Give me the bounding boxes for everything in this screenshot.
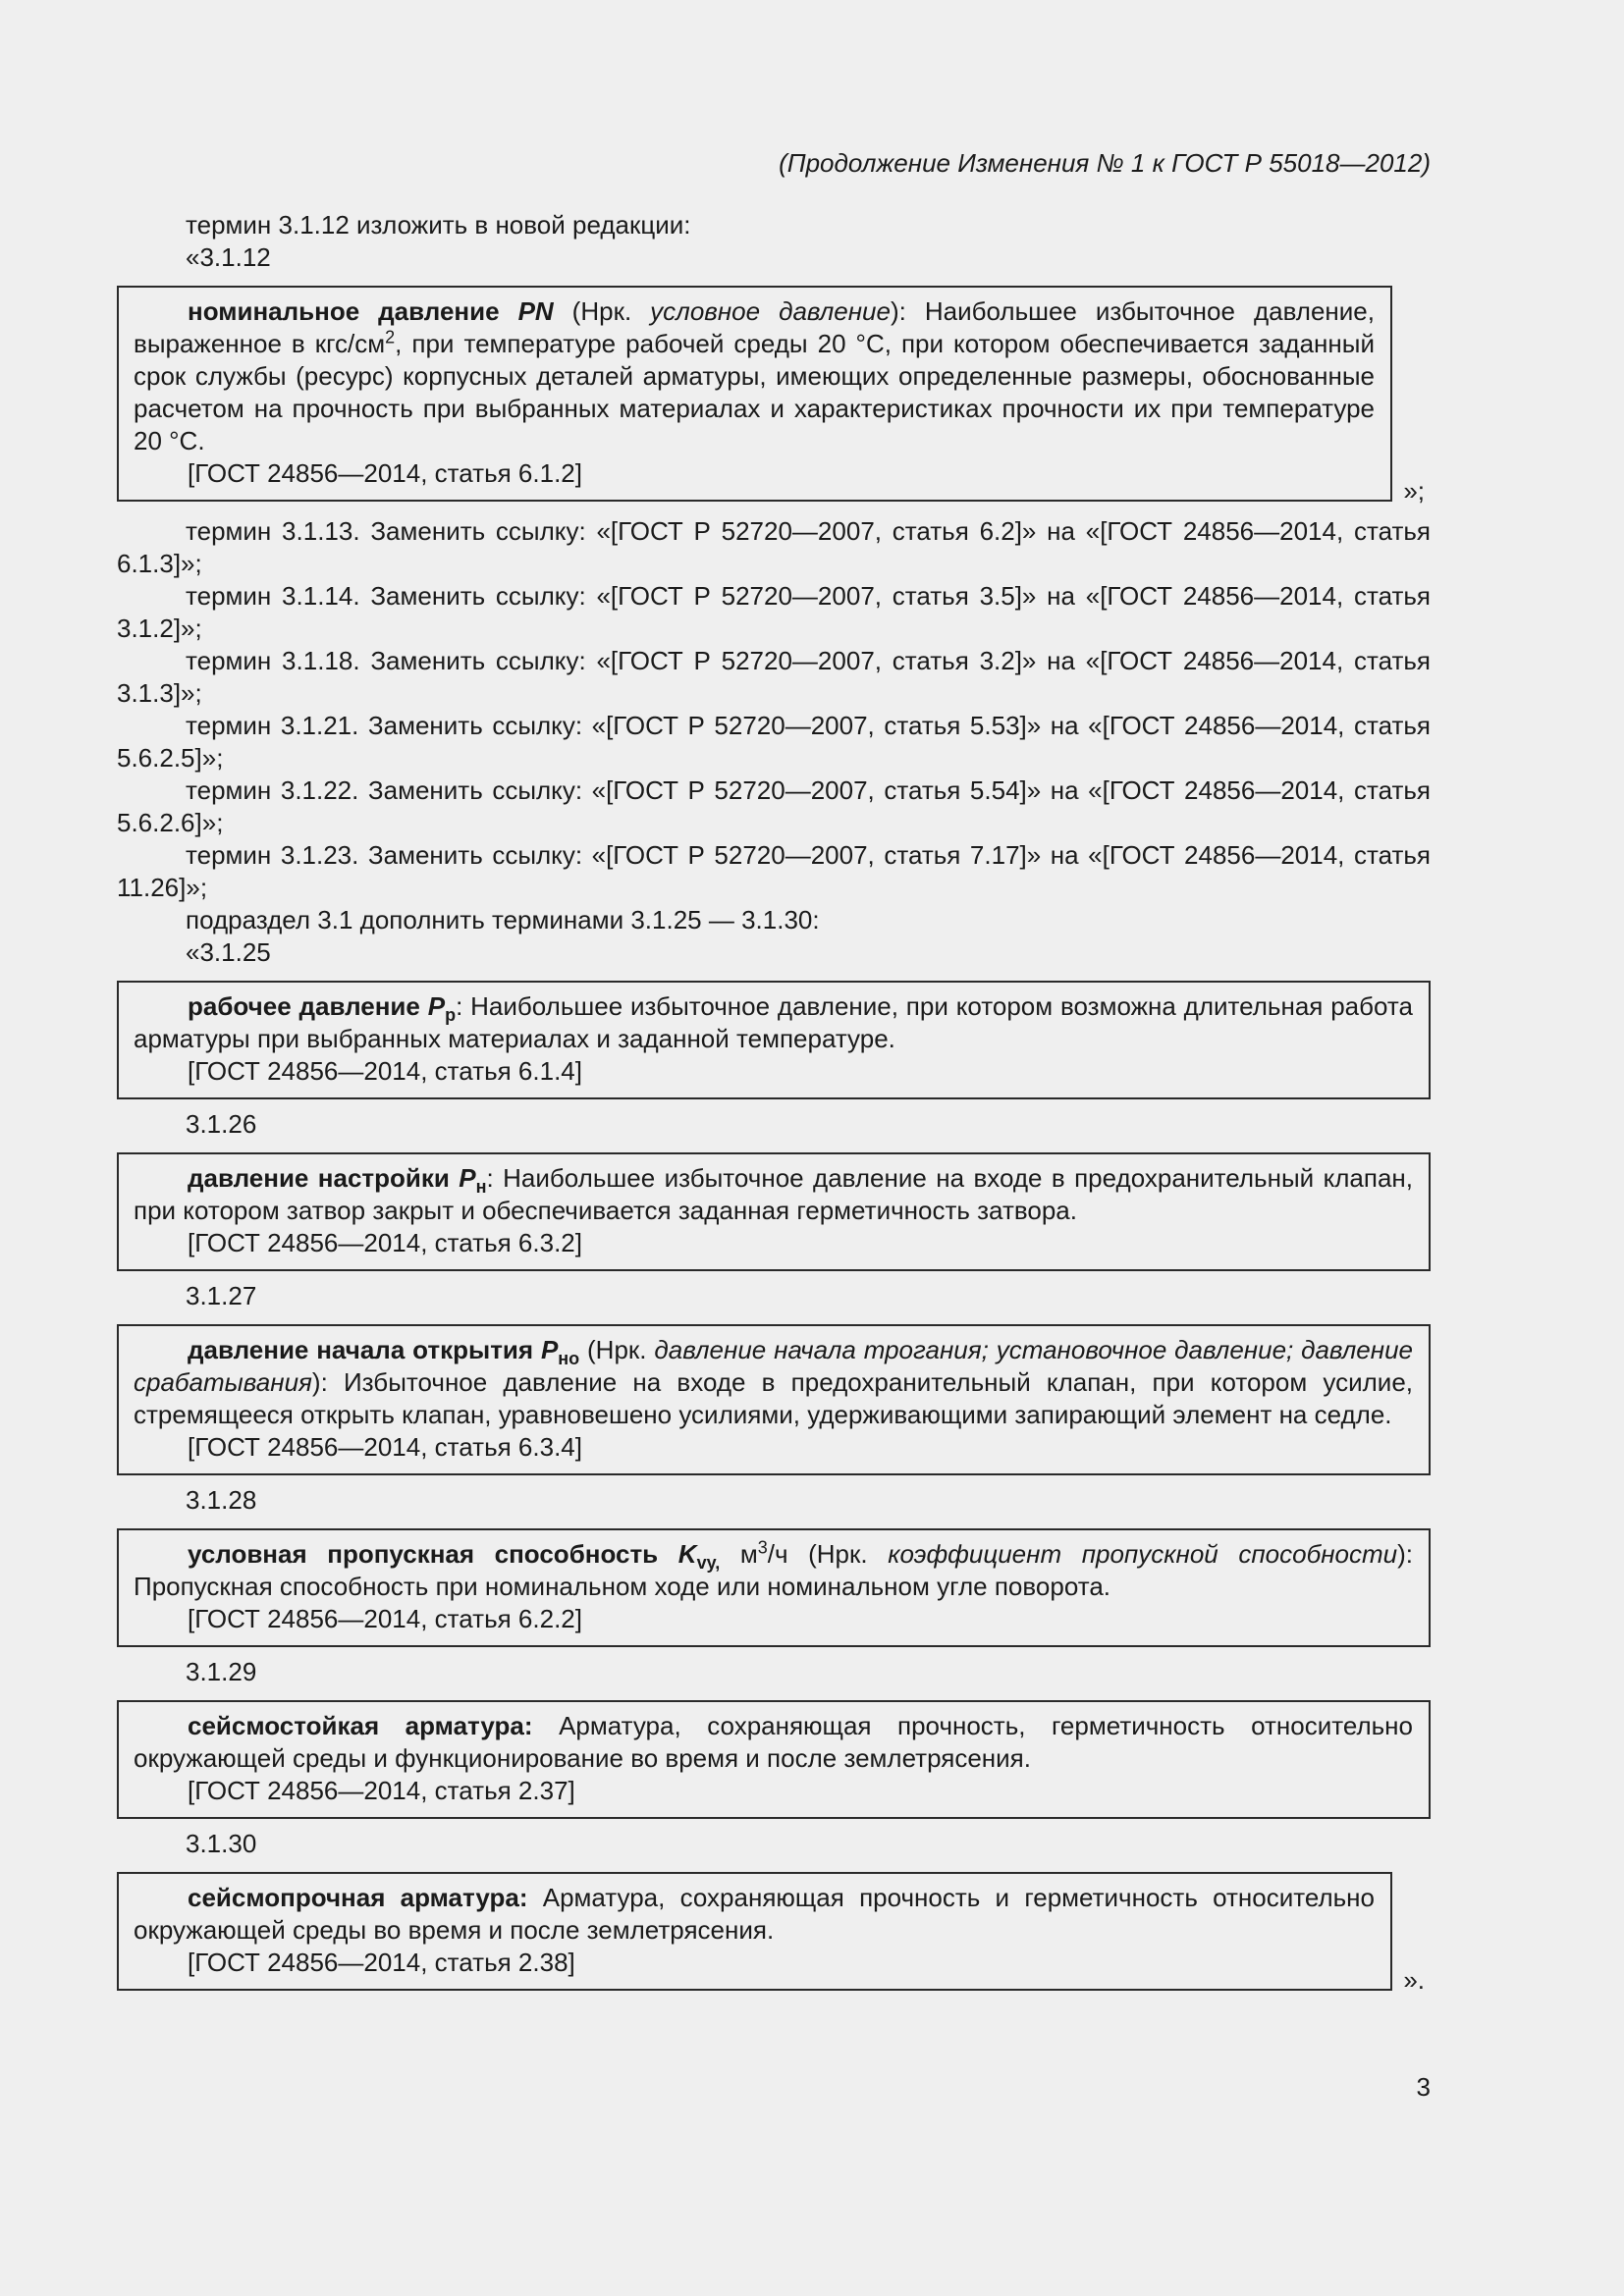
content xyxy=(117,209,1431,1995)
term-source: [ГОСТ 24856—2014, статья 6.1.4] xyxy=(188,1056,582,1086)
replacement-line: термин 3.1.13. Заменить ссылку: «[ГОСТ Р 52720—2007, статья 6.2]» на «[ГОСТ 24856—2014, статья 6.1.3]»; xyxy=(117,516,1431,578)
add-terms-line: подраздел 3.1 дополнить терминами 3.1.25 — 3.1.30: xyxy=(186,905,820,934)
term-number-3-1-12: «3.1.12 xyxy=(186,242,271,272)
term-number: 3.1.27 xyxy=(186,1281,257,1310)
quote-closer: ». xyxy=(1403,1965,1425,1995)
term-definition: ): Избыточное давление на входе в предохранительный клапан, при котором усилие, стремящееся открыть клапан, уравновешено усилиями, удерживающими запирающий элемент на седле. xyxy=(134,1367,1413,1429)
term-source: [ГОСТ 24856—2014, статья 2.38] xyxy=(188,1948,575,1977)
term-name: сейсмопрочная арматура: xyxy=(188,1883,528,1912)
intro-line: термин 3.1.12 изложить в новой редакции: xyxy=(186,210,691,240)
term-number: 3.1.26 xyxy=(186,1109,257,1139)
replacement-line: термин 3.1.23. Заменить ссылку: «[ГОСТ Р 52720—2007, статья 7.17]» на «[ГОСТ 24856—2014, статья 11.26]»; xyxy=(117,840,1431,902)
term-source: [ГОСТ 24856—2014, статья 6.3.2] xyxy=(188,1228,582,1257)
term-source: [ГОСТ 24856—2014, статья 6.1.2] xyxy=(188,458,582,488)
term-definition: Арматура, сохраняющая прочность и герметичность относительно окружающей среды во время и после землетрясения. xyxy=(134,1883,1375,1945)
term-source: [ГОСТ 24856—2014, статья 2.37] xyxy=(188,1776,575,1805)
deprecated-term: условное давление xyxy=(650,296,891,326)
term-box-3-1-25: рабочее давление $P_р$: Наибольшее избыточное давление, при котором возможна длительная работа арматуры при выбранных материалах и заданной температуре. [ГОСТ 24856—2014, статья 6.1.4] xyxy=(117,981,1431,1099)
term-definition: ): Пропускная способность при номинальном ходе или номинальном угле поворота. xyxy=(134,1539,1413,1601)
term-symbol: PN xyxy=(517,296,554,326)
term-definition: : Наибольшее избыточное давление на входе в предохранительный клапан, при котором затвор закрыт и обеспечивается заданная герметичность затвора. xyxy=(134,1163,1413,1225)
term-number: 3.1.30 xyxy=(186,1829,257,1858)
page-number: 3 xyxy=(1416,2072,1431,2102)
term-name: давление начала открытия xyxy=(188,1335,534,1364)
term-name: номинальное давление xyxy=(188,296,500,326)
term-definition: Арматура, сохраняющая прочность, герметичность относительно окружающей среды и функционирование во время и после землетрясения. xyxy=(134,1711,1413,1773)
term-name: рабочее давление xyxy=(188,991,420,1021)
term-box-3-1-12: номинальное давление PN (Нрк. условное давление): Наибольшее избыточное давление, выраженное в кгс/$см^2$, при температуре рабочей среды 20 °С, при котором обеспечивается заданный срок службы (ресурс) корпусных деталей арматуры, имеющих определенные размеры, обоснованные расчетом на прочность при выбранных материалах и характеристиках прочности их при температуре 20 °С. [ГОСТ 24856—2014, статья 6.1.2] »; xyxy=(117,286,1431,502)
term-name: давление настройки xyxy=(188,1163,450,1193)
quote-closer: »; xyxy=(1403,476,1425,506)
term-source: [ГОСТ 24856—2014, статья 6.3.4] xyxy=(188,1432,582,1462)
term-box-3-1-27: давление начала открытия $P_{но}$ (Нрк. давление начала трогания; установочное давление; давление срабатывания): Избыточное давление на входе в предохранительный клапан, при котором усилие, стремящееся открыть клапан, уравновешено усилиями, удерживающими запирающий элемент на седле. [ГОСТ 24856—2014, статья 6.3.4] xyxy=(117,1324,1431,1475)
term-name: сейсмостойкая арматура: xyxy=(188,1711,533,1740)
replacement-line: термин 3.1.21. Заменить ссылку: «[ГОСТ Р 52720—2007, статья 5.53]» на «[ГОСТ 24856—2014, статья 5.6.2.5]»; xyxy=(117,711,1431,773)
term-number: 3.1.28 xyxy=(186,1485,257,1515)
deprecated-term: коэффициент пропускной способности xyxy=(888,1539,1398,1569)
replacement-line: термин 3.1.14. Заменить ссылку: «[ГОСТ Р 52720—2007, статья 3.5]» на «[ГОСТ 24856—2014, статья 3.1.2]»; xyxy=(117,581,1431,643)
term-box-3-1-26: давление настройки $P_н$: Наибольшее избыточное давление на входе в предохранительный клапан, при котором затвор закрыт и обеспечивается заданная герметичность затвора. [ГОСТ 24856—2014, статья 6.3.2] xyxy=(117,1152,1431,1271)
term-number: «3.1.25 xyxy=(186,937,271,967)
term-definition: : Наибольшее избыточное давление, при котором возможна длительная работа арматуры при выбранных материалах и заданной температуре. xyxy=(134,991,1413,1053)
deprecated-term: давление начала трогания; установочное давление; давление срабатывания xyxy=(134,1335,1413,1397)
term-name: условная пропускная способность xyxy=(188,1539,659,1569)
term-number: 3.1.29 xyxy=(186,1657,257,1686)
term-source: [ГОСТ 24856—2014, статья 6.2.2] xyxy=(188,1604,582,1633)
term-box-3-1-30 xyxy=(117,1872,1431,1995)
replacement-line: термин 3.1.22. Заменить ссылку: «[ГОСТ Р 52720—2007, статья 5.54]» на «[ГОСТ 24856—2014, статья 5.6.2.6]»; xyxy=(117,775,1431,837)
term-box-3-1-29 xyxy=(117,1700,1431,1819)
running-header: (Продолжение Изменения № 1 к ГОСТ Р 55018—2012) xyxy=(779,148,1431,178)
replacement-line: термин 3.1.18. Заменить ссылку: «[ГОСТ Р 52720—2007, статья 3.2]» на «[ГОСТ 24856—2014, статья 3.1.3]»; xyxy=(117,646,1431,708)
term-definition: ): Наибольшее избыточное давление, выраженное в кгс/см xyxy=(134,296,1375,358)
term-box-3-1-28: условная пропускная способность $K_{vy,}$ $м^3/ч$ (Нрк. коэффициент пропускной способности): Пропускная способность при номинальном ходе или номинальном угле поворота. [ГОСТ 24856—2014, статья 6.2.2] xyxy=(117,1528,1431,1647)
